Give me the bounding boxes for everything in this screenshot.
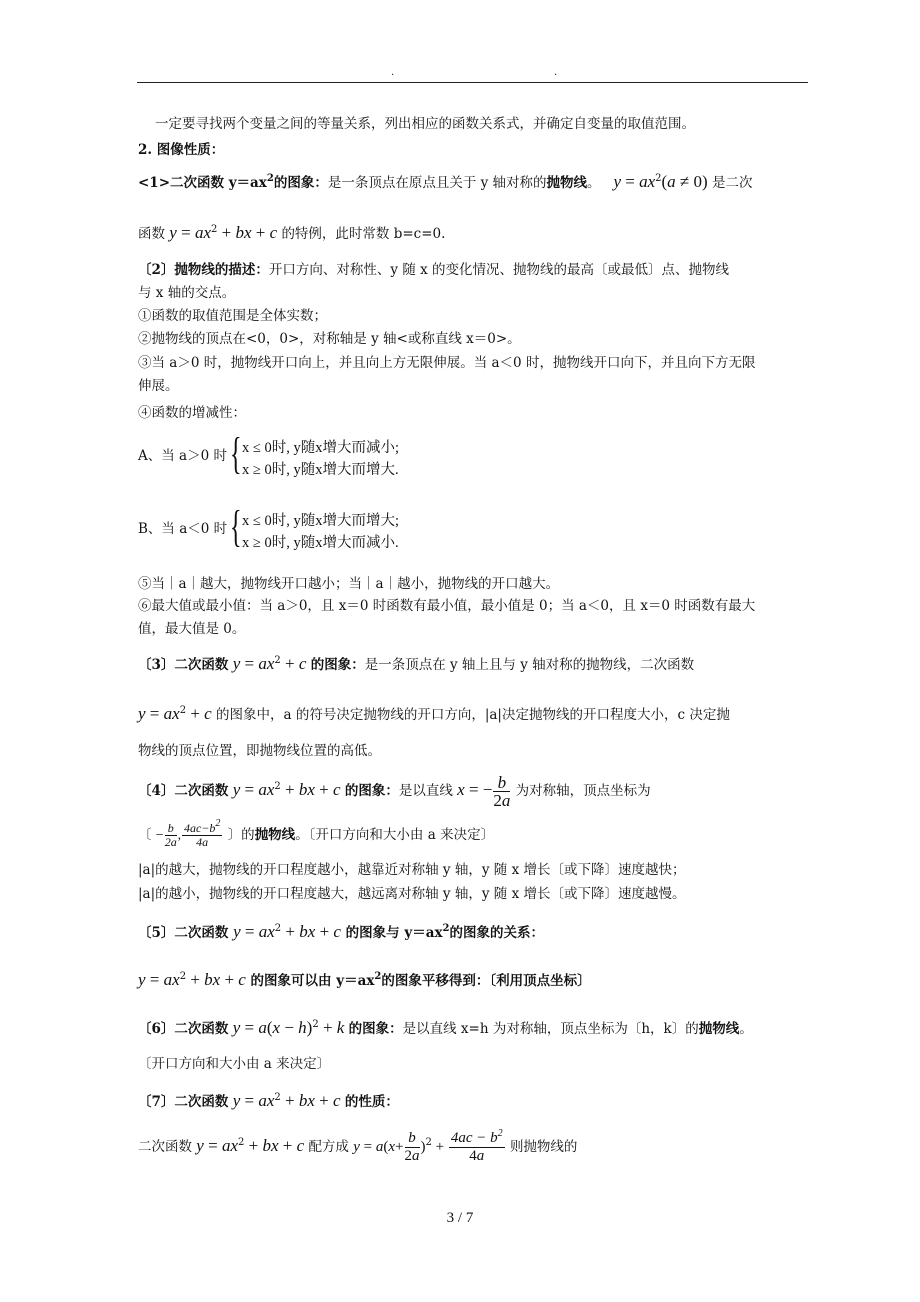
- item-4-line-1: 〔4〕二次函数 $y = ax^2$ + bx + c 的图象：是以直线 x = − $\frac{b}{2a}$ 为对称轴，顶点坐标为: [138, 773, 651, 810]
- case-b-lead: B、当 a＜0 时: [138, 521, 228, 537]
- case-b-row-1: x ≤ 0时, y随x增大而增大;: [242, 513, 399, 529]
- property-1: ①函数的取值范围是全体实数；: [138, 308, 327, 324]
- formula-axis-x-neg-b-2a: x = − $\frac{b}{2a}$: [457, 773, 511, 810]
- formula-general-quadratic: $y = ax^2$ + bx + c: [232, 780, 341, 799]
- item-1-text: 是一条顶点在原点且关于 y 轴对称的: [327, 175, 547, 191]
- case-b-row-2: x ≥ 0时, y随x增大而减小.: [242, 535, 399, 551]
- header-dot-left: .: [391, 67, 395, 78]
- header-rule: [137, 82, 808, 83]
- formula-y-ax2-c: $y = ax^2 + c$: [138, 704, 212, 723]
- section-heading: 2. 图像性质：: [138, 142, 225, 158]
- item-3-line-1: 〔3〕二次函数 $y = ax^2 + c$ 的图象：是一条顶点在 y 轴上且与 y 轴对称的抛物线，二次函数: [138, 654, 695, 673]
- item-2-line-1: 〔2〕抛物线的描述：开口方向、对称性、y 随 x 的变化情况、抛物线的最高〔或最低〕点、抛物线: [138, 262, 730, 278]
- property-3-line-1: ③当 a＞0 时，抛物线开口向上，并且向上方无限伸展。当 a＜0 时，抛物线开口向下，并且向下方无限: [138, 355, 756, 371]
- item-5-line-2: $y = ax^2$ + bx + c 的图象可以由 $y=ax^2$的图象平移得到：〔利用顶点坐标〕: [138, 970, 591, 989]
- item-1-line-2: 函数 $y = ax^2$ + bx + c 的特例，此时常数 b=c=0.: [138, 223, 446, 242]
- item-7-line-1: 〔7〕二次函数 $y = ax^2$ + bx + c 的性质：: [138, 1091, 399, 1110]
- formula-general-quadratic: $y = ax^2$ + bx + c: [138, 970, 246, 989]
- formula-y-ax2-c: $y = ax^2 + c$: [232, 654, 307, 673]
- property-2: ②抛物线的顶点在<0，0>，对称轴是 y 轴<或称直线 x＝0>。: [138, 331, 521, 347]
- formula-y-ax2-a-neq-0: $y = ax^2(a \ne 0)$: [613, 172, 708, 191]
- property-5: ⑤当｜a｜越大，抛物线开口越小；当｜a｜越小，抛物线的开口越大。: [138, 576, 560, 592]
- formula-general-quadratic: $y = ax^2$ + bx + c: [232, 1091, 341, 1110]
- header-dot-right: .: [554, 67, 558, 78]
- formula-general-quadratic: $y = ax^2$ + bx + c: [233, 922, 341, 941]
- item-4-line-2: 〔 − $\frac{b}{2a}$ , $\frac{4ac-b^2}{4a}$ 〕的抛物线。〔开口方向和大小由 a 来决定〕: [138, 818, 495, 849]
- item-3-line-3: 物线的顶点位置，即抛物线位置的高低。: [138, 743, 381, 759]
- item-6-line-2: 〔开口方向和大小由 a 来决定〕: [138, 1056, 331, 1072]
- property-6-line-2: 值，最大值是 0。: [138, 621, 246, 637]
- item-3-line-2: $y = ax^2 + c$ 的图象中，a 的符号决定抛物线的开口方向，|a|决定抛物线的开口程度大小，c 决定抛: [138, 704, 730, 723]
- left-brace-icon: {: [230, 502, 242, 551]
- property-6-line-1: ⑥最大值或最小值：当 a＞0，且 x＝0 时函数有最小值，最小值是 0；当 a＜0，且 x＝0 时函数有最大: [138, 598, 756, 614]
- item-4-line-4: |a|的越小，抛物线的开口程度越大，越远离对称轴 y 轴，y 随 x 增长〔或下降〕速度越慢。: [138, 886, 686, 902]
- property-4: ④函数的增减性：: [138, 405, 246, 421]
- left-brace-icon: {: [230, 429, 242, 478]
- paragraph-intro: 一定要寻找两个变量之间的等量关系，列出相应的函数关系式，并确定自变量的取值范围。: [155, 116, 695, 132]
- formula-vertex-coordinates: − $\frac{b}{2a}$ , $\frac{4ac-b^2}{4a}$: [155, 818, 221, 849]
- formula-general-quadratic: $y = ax^2$ + bx + c: [169, 223, 278, 242]
- property-3-line-2: 伸展。: [138, 378, 179, 394]
- item-1-heading: <1>二次函数 $y=ax^2$的图象：: [138, 173, 328, 191]
- item-2-line-2: 与 x 轴的交点。: [138, 285, 236, 301]
- formula-completed-square: y = a(x+ $\frac{b}{2a}$ )$^2$ + $\frac{4ac - b^2}{4a}$: [353, 1128, 503, 1164]
- item-5-line-1: 〔5〕二次函数 $y = ax^2$ + bx + c 的图象与 $y=ax^2$的图象的关系：: [138, 922, 544, 941]
- formula-general-quadratic: $y = ax^2$ + bx + c: [196, 1136, 305, 1155]
- item-6-line-1: 〔6〕二次函数 $y = a(x - h)^2 + k$ 的图象：是以直线 x=h 为对称轴，顶点坐标为〔h，k〕的抛物线。: [138, 1018, 753, 1037]
- item-7-line-2: 二次函数 $y = ax^2$ + bx + c 配方成 y = a(x+ $\frac{b}{2a}$ )$^2$ + $\frac{4ac - b^2}{4a}$ 则抛物线的: [138, 1128, 578, 1164]
- case-a-row-1: x ≤ 0时, y随x增大而减小;: [242, 440, 399, 456]
- item-1-line-1: <1>二次函数 $y=ax^2$的图象：是一条顶点在原点且关于 y 轴对称的抛物线。 $y = ax^2(a \ne 0)$ 是二次: [138, 172, 753, 191]
- case-a-lead: A、当 a＞0 时: [138, 448, 227, 464]
- page-number: 3 / 7: [446, 1210, 474, 1226]
- formula-vertex-form: $y = a(x - h)^2 + k$: [232, 1018, 345, 1037]
- item-4-line-3: |a|的越大，抛物线的开口程度越小，越靠近对称轴 y 轴，y 随 x 增长〔或下降〕速度越快；: [138, 862, 686, 878]
- parabola-term: 抛物线: [546, 175, 588, 191]
- case-a-row-2: x ≥ 0时, y随x增大而增大.: [242, 462, 399, 478]
